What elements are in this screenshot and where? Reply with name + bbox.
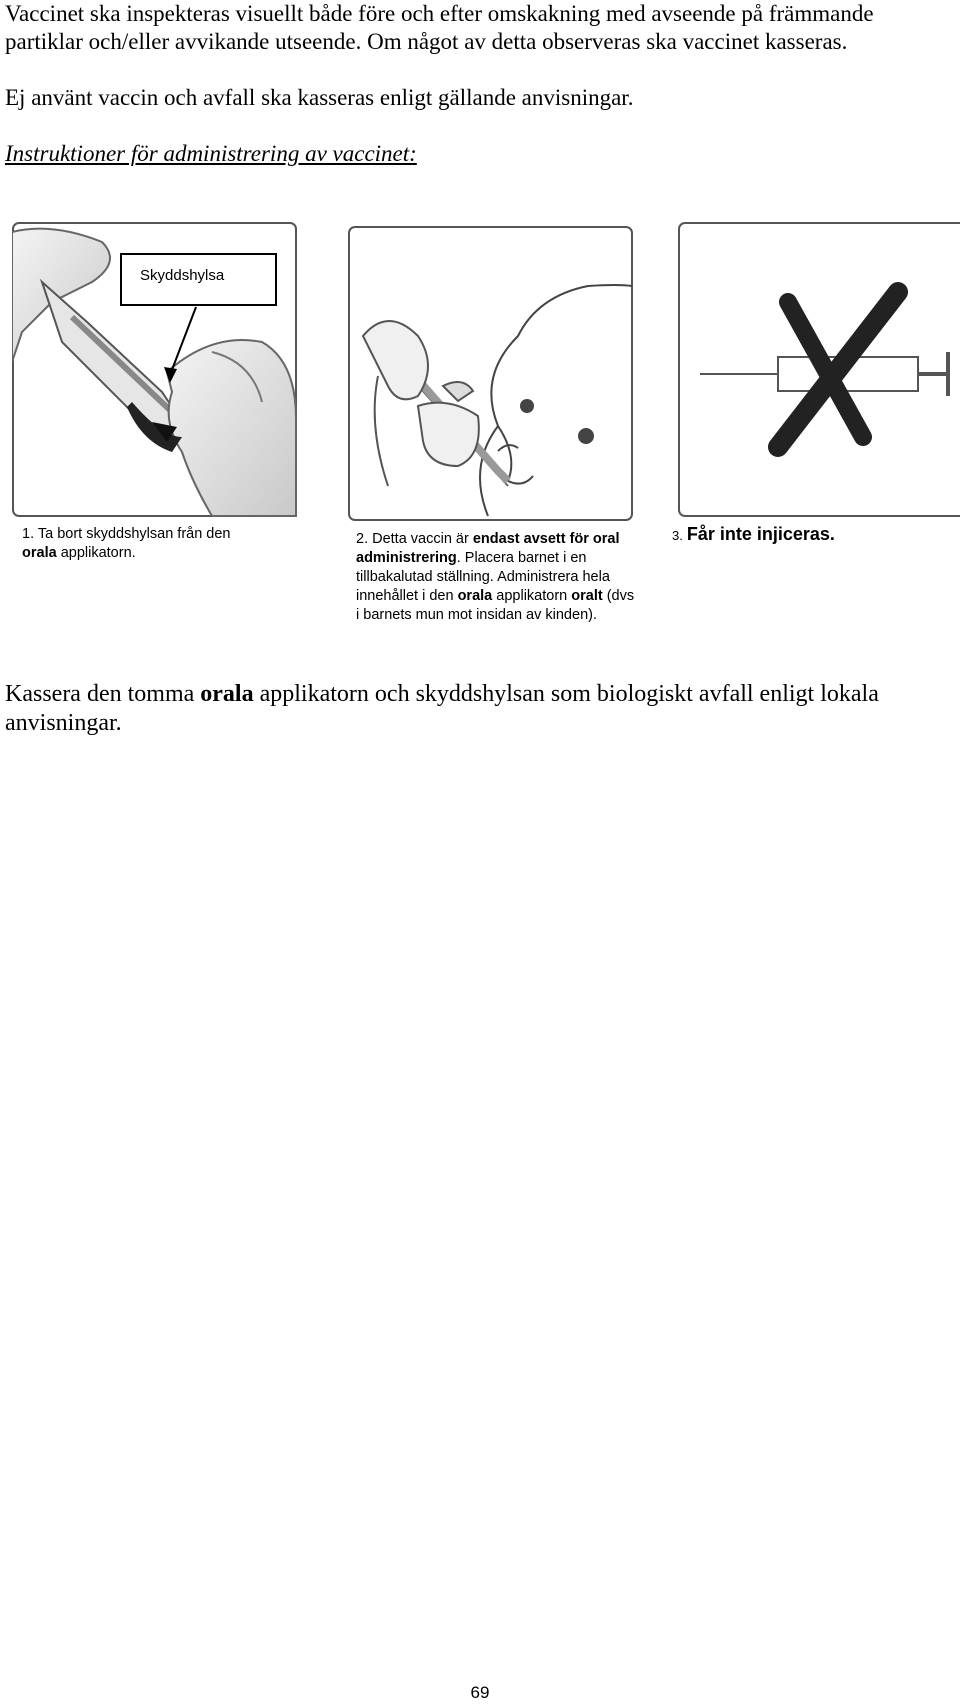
step-2-text-a: 2. Detta vaccin är [356, 531, 473, 547]
step-3-warning: Får inte injiceras. [686, 524, 835, 544]
step-2-text-c: applikatorn [492, 588, 572, 604]
paragraph-disposal: Ej använt vaccin och avfall ska kasseras enligt gällande anvisningar. [5, 85, 634, 110]
paragraph-inspection: Vaccinet ska inspekteras visuellt både före och efter omskakning med avseende på främmande partiklar och/eller avvikande utseende. Om något av detta observeras ska vaccinet kasseras. [5, 1, 874, 54]
discard-text-b: applikatorn och skyddshylsan som biologiskt avfall enligt lokala anvisningar. [5, 681, 879, 736]
callout-label: Skyddshylsa [140, 267, 225, 284]
paragraph-discard [5, 680, 945, 738]
illustration-baby-dosing [348, 226, 633, 521]
discard-text-a: Kassera den tomma [5, 681, 201, 707]
step-1-rest: applikatorn. [56, 545, 136, 561]
step-3-number: 3. [672, 528, 683, 543]
step-2-bold-c: oralt [571, 588, 603, 604]
callout-protective-cap [120, 253, 277, 306]
figure-no-injection [678, 222, 960, 517]
callout-arrow [160, 305, 200, 385]
discard-bold: orala [200, 681, 254, 707]
page-number: 69 [470, 1683, 490, 1702]
caption-step-1 [22, 525, 292, 563]
step-2-bold-a: endast avsett för oral administrering [356, 531, 620, 566]
step-2-bold-b: orala [457, 588, 493, 604]
step-1-text: 1. Ta bort skyddshylsan från den [22, 526, 231, 542]
step-2-text-d: (dvs i barnets mun mot insidan av kinden). [356, 588, 635, 623]
section-heading: Instruktioner för administrering av vaccinet: [5, 141, 417, 166]
step-2-text-b: . Placera barnet i en tillbakalutad ställning. Administrera hela innehållet i den [356, 550, 610, 604]
step-1-bold: orala [22, 545, 57, 561]
caption-step-2 [356, 530, 636, 625]
caption-step-3 [672, 525, 957, 546]
figure-administer-oral [348, 226, 633, 521]
illustration-crossed-syringe [678, 222, 960, 517]
